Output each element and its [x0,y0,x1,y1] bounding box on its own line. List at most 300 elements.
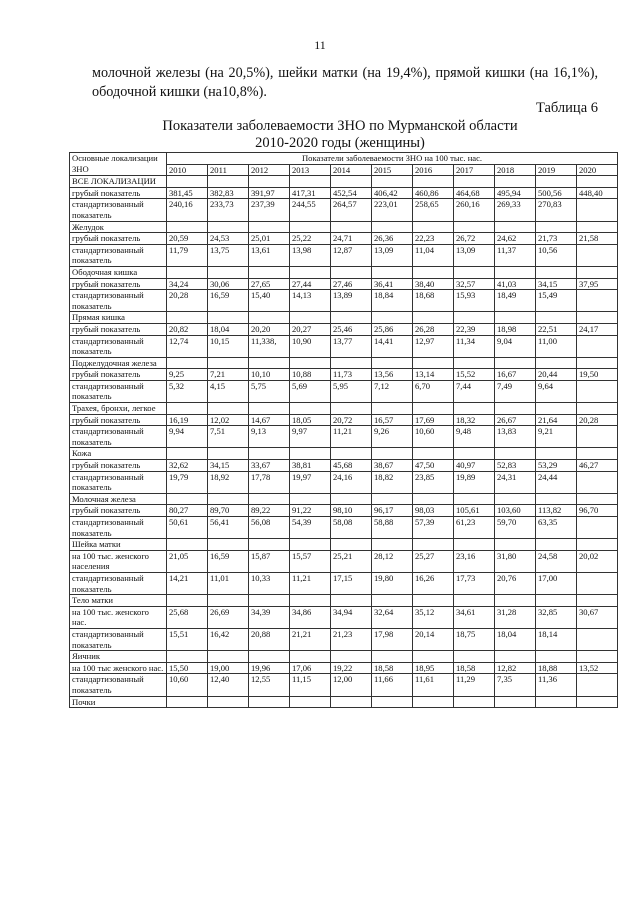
intro-paragraph: молочной железы (на 20,5%), шейки матки (на 19,4%), прямой кишки (на 16,1%), ободочной кишки (на10,8%). [92,65,598,100]
value-cell: 24,16 [331,471,372,493]
value-cell: 25,27 [413,550,454,572]
indicator-label: грубый показатель [70,369,167,381]
value-cell: 18,95 [413,662,454,674]
empty-cell [167,493,208,505]
empty-cell [536,448,577,460]
indicator-label: стандартизованный показатель [70,335,167,357]
localization-title: ВСЕ ЛОКАЛИЗАЦИИ [70,176,167,188]
value-cell: 25,01 [249,233,290,245]
localization-title: Поджелудочная железа [70,357,167,369]
value-cell: 34,61 [454,606,495,628]
empty-cell [167,221,208,233]
empty-cell [331,357,372,369]
value-cell: 11,66 [372,674,413,696]
value-cell: 34,94 [331,606,372,628]
value-cell: 12,82 [495,662,536,674]
empty-cell [249,595,290,607]
value-cell: 10,56 [536,244,577,266]
empty-cell [331,493,372,505]
value-cell: 30,67 [577,606,618,628]
indicator-label: стандартизованный показатель [70,517,167,539]
value-cell: 7,21 [208,369,249,381]
value-cell: 33,67 [249,460,290,472]
value-cell: 7,44 [454,380,495,402]
empty-cell [167,651,208,663]
empty-cell [495,493,536,505]
year-header: 2011 [208,164,249,176]
empty-cell [208,221,249,233]
value-cell: 18,58 [372,662,413,674]
value-cell: 96,17 [372,505,413,517]
empty-cell [413,493,454,505]
value-cell: 9,94 [167,426,208,448]
empty-cell [372,266,413,278]
value-cell: 26,69 [208,606,249,628]
empty-cell [577,312,618,324]
value-cell [577,335,618,357]
value-cell: 21,73 [536,233,577,245]
value-cell: 11,73 [331,369,372,381]
table-row [70,335,618,357]
indicator-label: стандартизованный показатель [70,674,167,696]
value-cell: 24,58 [536,550,577,572]
empty-cell [413,357,454,369]
empty-cell [495,312,536,324]
value-cell: 7,49 [495,380,536,402]
value-cell: 13,83 [495,426,536,448]
localization-title: Шейка матки [70,539,167,551]
empty-cell [536,357,577,369]
empty-cell [454,539,495,551]
indicator-label: грубый показатель [70,505,167,517]
value-cell: 26,67 [495,414,536,426]
value-cell: 6,70 [413,380,454,402]
value-cell: 20,14 [413,628,454,650]
value-cell: 13,61 [249,244,290,266]
table-caption: Таблица 6 [535,100,598,116]
empty-cell [495,266,536,278]
value-cell [577,572,618,594]
group-header-row [70,176,618,188]
localization-title: Трахея, бронхи, легкое [70,403,167,415]
empty-cell [454,312,495,324]
value-cell: 98,03 [413,505,454,517]
value-cell: 40,97 [454,460,495,472]
value-cell: 103,60 [495,505,536,517]
empty-cell [290,403,331,415]
value-cell: 18,88 [536,662,577,674]
empty-cell [495,651,536,663]
value-cell: 26,72 [454,233,495,245]
value-cell: 15,49 [536,290,577,312]
value-cell: 52,83 [495,460,536,472]
value-cell: 15,40 [249,290,290,312]
table-row [70,460,618,472]
value-cell: 452,54 [331,187,372,199]
value-cell: 10,60 [167,674,208,696]
indicator-label: стандартизованный показатель [70,628,167,650]
incidence-table [69,152,618,708]
empty-cell [372,448,413,460]
empty-cell [208,403,249,415]
empty-cell [536,539,577,551]
empty-cell [208,696,249,708]
table-row [70,199,618,221]
value-cell: 98,10 [331,505,372,517]
empty-cell [454,176,495,188]
table-row [70,606,618,628]
value-cell: 20,88 [249,628,290,650]
group-header-row [70,266,618,278]
value-cell: 13,09 [372,244,413,266]
empty-cell [536,493,577,505]
empty-cell [372,651,413,663]
empty-cell [413,312,454,324]
value-cell: 5,75 [249,380,290,402]
empty-cell [454,221,495,233]
empty-cell [413,539,454,551]
page-number: 11 [314,38,326,52]
value-cell: 26,36 [372,233,413,245]
value-cell: 9,04 [495,335,536,357]
empty-cell [208,176,249,188]
indicator-label: стандартизованный показатель [70,572,167,594]
empty-cell [167,448,208,460]
value-cell: 57,39 [413,517,454,539]
empty-cell [167,539,208,551]
value-cell: 38,67 [372,460,413,472]
group-header-row [70,221,618,233]
table-row [70,505,618,517]
value-cell: 38,40 [413,278,454,290]
year-header: 2016 [413,164,454,176]
group-header-row [70,448,618,460]
year-header: 2014 [331,164,372,176]
empty-cell [536,176,577,188]
value-cell: 7,51 [208,426,249,448]
value-cell [577,199,618,221]
value-cell: 20,44 [536,369,577,381]
empty-cell [290,493,331,505]
value-cell: 24,44 [536,471,577,493]
group-header-row [70,595,618,607]
value-cell [577,674,618,696]
empty-cell [167,696,208,708]
table-title [70,118,610,152]
value-cell: 18,32 [454,414,495,426]
value-cell: 11,29 [454,674,495,696]
empty-cell [331,403,372,415]
value-cell: 223,01 [372,199,413,221]
value-cell: 13,52 [577,662,618,674]
value-cell: 50,61 [167,517,208,539]
value-cell: 22,23 [413,233,454,245]
value-cell: 16,57 [372,414,413,426]
empty-cell [167,357,208,369]
empty-cell [372,176,413,188]
indicator-label: на 100 тыс. женского населения [70,550,167,572]
empty-cell [536,312,577,324]
empty-cell [249,221,290,233]
value-cell: 9,13 [249,426,290,448]
value-cell: 25,21 [331,550,372,572]
empty-cell [454,493,495,505]
value-cell: 7,12 [372,380,413,402]
value-cell: 11,34 [454,335,495,357]
value-cell: 19,22 [331,662,372,674]
empty-cell [208,357,249,369]
empty-cell [495,176,536,188]
value-cell: 96,70 [577,505,618,517]
value-cell: 17,78 [249,471,290,493]
value-cell: 20,72 [331,414,372,426]
indicator-label: грубый показатель [70,414,167,426]
value-cell: 24,53 [208,233,249,245]
empty-cell [167,403,208,415]
empty-cell [208,448,249,460]
indicator-label: стандартизованный показатель [70,380,167,402]
value-cell: 240,16 [167,199,208,221]
value-cell: 18,92 [208,471,249,493]
value-cell [577,471,618,493]
value-cell: 89,22 [249,505,290,517]
group-header-row [70,403,618,415]
value-cell: 19,80 [372,572,413,594]
table-row [70,628,618,650]
value-cell: 34,24 [167,278,208,290]
header-localization: Основные локализации ЗНО [70,153,167,176]
value-cell: 54,39 [290,517,331,539]
value-cell: 35,12 [413,606,454,628]
value-cell: 9,25 [167,369,208,381]
localization-title: Яичник [70,651,167,663]
value-cell: 17,73 [454,572,495,594]
group-header-row [70,696,618,708]
empty-cell [495,448,536,460]
table-row [70,233,618,245]
value-cell: 10,15 [208,335,249,357]
value-cell: 237,39 [249,199,290,221]
empty-cell [495,595,536,607]
value-cell: 18,58 [454,662,495,674]
value-cell: 11,36 [536,674,577,696]
empty-cell [331,221,372,233]
value-cell: 244,55 [290,199,331,221]
empty-cell [249,266,290,278]
indicator-label: грубый показатель [70,323,167,335]
value-cell: 19,89 [454,471,495,493]
indicator-label: стандартизованный показатель [70,244,167,266]
value-cell: 448,40 [577,187,618,199]
empty-cell [249,312,290,324]
empty-cell [290,176,331,188]
empty-cell [454,448,495,460]
value-cell: 32,62 [167,460,208,472]
value-cell: 20,76 [495,572,536,594]
value-cell: 258,65 [413,199,454,221]
value-cell: 56,08 [249,517,290,539]
table-row [70,323,618,335]
value-cell: 11,00 [536,335,577,357]
value-cell [577,380,618,402]
table-row [70,426,618,448]
value-cell: 21,05 [167,550,208,572]
empty-cell [577,539,618,551]
value-cell: 14,13 [290,290,331,312]
table-row [70,517,618,539]
value-cell: 31,28 [495,606,536,628]
localization-title: Прямая кишка [70,312,167,324]
value-cell: 27,44 [290,278,331,290]
value-cell: 11,15 [290,674,331,696]
value-cell: 20,20 [249,323,290,335]
localization-title: Желудок [70,221,167,233]
indicator-label: грубый показатель [70,233,167,245]
indicator-label: стандартизованный показатель [70,290,167,312]
value-cell: 13,75 [208,244,249,266]
table-row [70,244,618,266]
value-cell: 34,15 [208,460,249,472]
value-cell: 11,01 [208,572,249,594]
value-cell: 391,97 [249,187,290,199]
value-cell: 36,41 [372,278,413,290]
empty-cell [290,595,331,607]
value-cell: 24,31 [495,471,536,493]
value-cell: 11,338, [249,335,290,357]
value-cell: 5,95 [331,380,372,402]
value-cell: 63,35 [536,517,577,539]
table-row [70,414,618,426]
value-cell: 23,16 [454,550,495,572]
empty-cell [167,312,208,324]
empty-cell [372,357,413,369]
empty-cell [290,651,331,663]
value-cell: 27,46 [331,278,372,290]
empty-cell [577,493,618,505]
value-cell: 34,39 [249,606,290,628]
value-cell: 32,64 [372,606,413,628]
empty-cell [413,403,454,415]
empty-cell [331,266,372,278]
year-header: 2010 [167,164,208,176]
value-cell: 17,98 [372,628,413,650]
value-cell: 10,33 [249,572,290,594]
value-cell: 18,04 [208,323,249,335]
value-cell: 59,70 [495,517,536,539]
empty-cell [577,651,618,663]
year-header: 2019 [536,164,577,176]
localization-title: Кожа [70,448,167,460]
value-cell [577,628,618,650]
value-cell: 45,68 [331,460,372,472]
value-cell: 20,28 [577,414,618,426]
value-cell: 17,00 [536,572,577,594]
value-cell: 13,09 [454,244,495,266]
value-cell: 25,46 [331,323,372,335]
indicator-label: грубый показатель [70,460,167,472]
empty-cell [331,696,372,708]
value-cell: 12,02 [208,414,249,426]
value-cell: 16,26 [413,572,454,594]
value-cell: 32,57 [454,278,495,290]
value-cell: 11,61 [413,674,454,696]
value-cell: 11,04 [413,244,454,266]
empty-cell [454,696,495,708]
empty-cell [577,696,618,708]
empty-cell [413,595,454,607]
empty-cell [167,266,208,278]
value-cell: 20,02 [577,550,618,572]
empty-cell [249,539,290,551]
group-header-row [70,651,618,663]
empty-cell [208,493,249,505]
value-cell: 58,88 [372,517,413,539]
value-cell: 31,80 [495,550,536,572]
value-cell: 24,62 [495,233,536,245]
value-cell: 26,28 [413,323,454,335]
value-cell: 37,95 [577,278,618,290]
empty-cell [372,493,413,505]
value-cell: 382,83 [208,187,249,199]
value-cell: 58,08 [331,517,372,539]
value-cell: 25,68 [167,606,208,628]
value-cell: 105,61 [454,505,495,517]
value-cell: 17,69 [413,414,454,426]
value-cell: 12,00 [331,674,372,696]
value-cell: 20,28 [167,290,208,312]
value-cell: 21,21 [290,628,331,650]
value-cell: 12,40 [208,674,249,696]
empty-cell [290,539,331,551]
value-cell: 12,97 [413,335,454,357]
empty-cell [290,696,331,708]
localization-title: Почки [70,696,167,708]
empty-cell [331,312,372,324]
value-cell: 20,59 [167,233,208,245]
group-header-row [70,357,618,369]
value-cell: 15,52 [454,369,495,381]
value-cell: 18,49 [495,290,536,312]
empty-cell [372,595,413,607]
localization-title: Ободочная кишка [70,266,167,278]
empty-cell [577,595,618,607]
value-cell: 56,41 [208,517,249,539]
value-cell: 464,68 [454,187,495,199]
value-cell [577,517,618,539]
value-cell: 34,86 [290,606,331,628]
year-header: 2017 [454,164,495,176]
year-header: 2013 [290,164,331,176]
value-cell: 18,82 [372,471,413,493]
value-cell: 13,56 [372,369,413,381]
group-header-row [70,539,618,551]
empty-cell [331,448,372,460]
value-cell: 28,12 [372,550,413,572]
value-cell: 19,96 [249,662,290,674]
value-cell: 18,04 [495,628,536,650]
value-cell: 269,33 [495,199,536,221]
value-cell: 18,14 [536,628,577,650]
value-cell: 15,50 [167,662,208,674]
value-cell: 406,42 [372,187,413,199]
value-cell: 10,88 [290,369,331,381]
empty-cell [249,448,290,460]
value-cell: 91,22 [290,505,331,517]
empty-cell [372,696,413,708]
value-cell: 260,16 [454,199,495,221]
empty-cell [454,595,495,607]
value-cell: 38,81 [290,460,331,472]
